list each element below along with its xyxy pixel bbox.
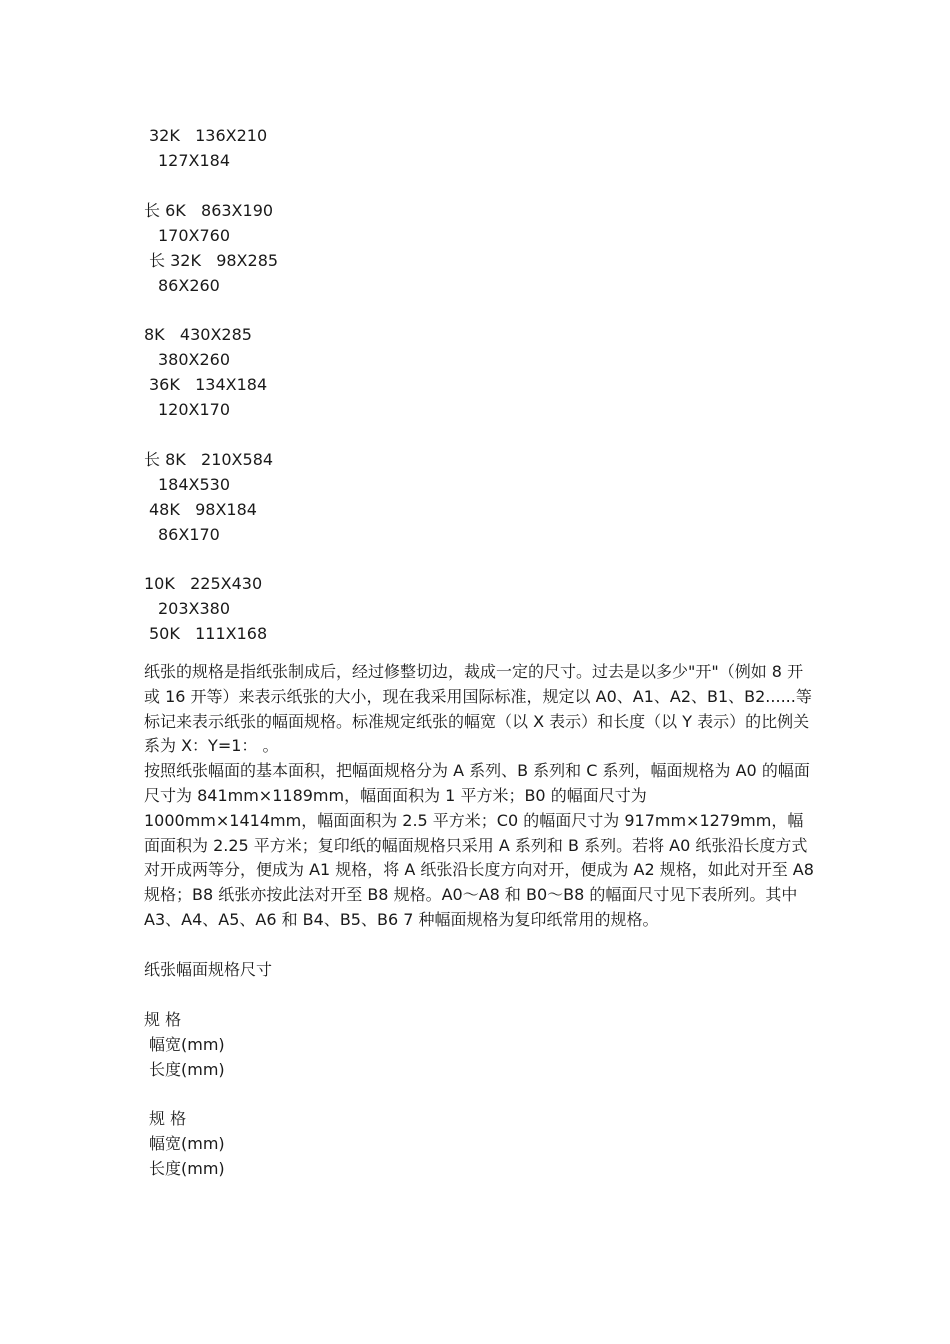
paragraph-paper-series: 按照纸张幅面的基本面积，把幅面规格分为 A 系列、B 系列和 C 系列，幅面规格为 A0 的幅面尺寸为 841mm×1189mm，幅面面积为 1 平方米；B0 的幅面尺寸为 1000mm×1414mm，幅面面积为 2.5 平方米；C0 的幅面尺寸为 917mm×1279mm，幅面面积为 2.25 平方米；复印纸的幅面规格只采用 A 系列和 B 系列。若将 A0 纸张沿长度方式对开成两等分，便成为 A1 规格，将 A 纸张沿长度方向对开，便成为 A2 规格，如此对开至 A8 规格；B8 纸张亦按此法对开至 B8 规格。A0～A8 和 B0～B8 的幅面尺寸见下表所列。其中 A3、A4、A5、A6 和 B4、B5、B6 7 种幅面规格为复印纸常用的规格。	[144, 761, 814, 929]
table-title: 纸张幅面规格尺寸	[144, 960, 273, 979]
size-line: 32K 136X210	[149, 126, 268, 145]
table-header-cell: 幅宽(mm)	[149, 1134, 225, 1153]
size-line: 203X380	[158, 599, 231, 618]
size-line: 36K 134X184	[149, 375, 268, 394]
table-header-cell: 幅宽(mm)	[149, 1035, 225, 1054]
size-line: 120X170	[158, 400, 231, 419]
size-line: 48K 98X184	[149, 500, 257, 519]
size-line: 86X260	[158, 276, 220, 295]
paragraph-paper-spec: 纸张的规格是指纸张制成后，经过修整切边，裁成一定的尺寸。过去是以多少"开"（例如 8 开或 16 开等）来表示纸张的大小，现在我采用国际标准，规定以 A0、A1、A2、B1、B2......等标记来表示纸张的幅面规格。标准规定纸张的幅宽（以 X 表示）和长度（以 Y 表示）的比例关系为 X：Y=1： 。	[144, 662, 812, 756]
table-header-cell: 长度(mm)	[149, 1060, 225, 1079]
size-line: 170X760	[158, 226, 231, 245]
size-line: 184X530	[158, 475, 231, 494]
size-line: 10K 225X430	[144, 574, 263, 593]
size-line: 86X170	[158, 525, 220, 544]
size-line: 8K 430X285	[144, 325, 252, 344]
size-line: 50K 111X168	[149, 624, 268, 643]
size-line: 长 8K 210X584	[144, 450, 274, 469]
body-text	[144, 660, 816, 933]
table-header-cell: 长度(mm)	[149, 1159, 225, 1178]
table-header-cell: 规 格	[144, 1010, 182, 1029]
table-header-cell: 规 格	[149, 1109, 187, 1128]
size-line: 长 32K 98X285	[149, 251, 279, 270]
size-line: 长 6K 863X190	[144, 201, 274, 220]
size-line: 380X260	[158, 350, 231, 369]
size-line: 127X184	[158, 151, 231, 170]
